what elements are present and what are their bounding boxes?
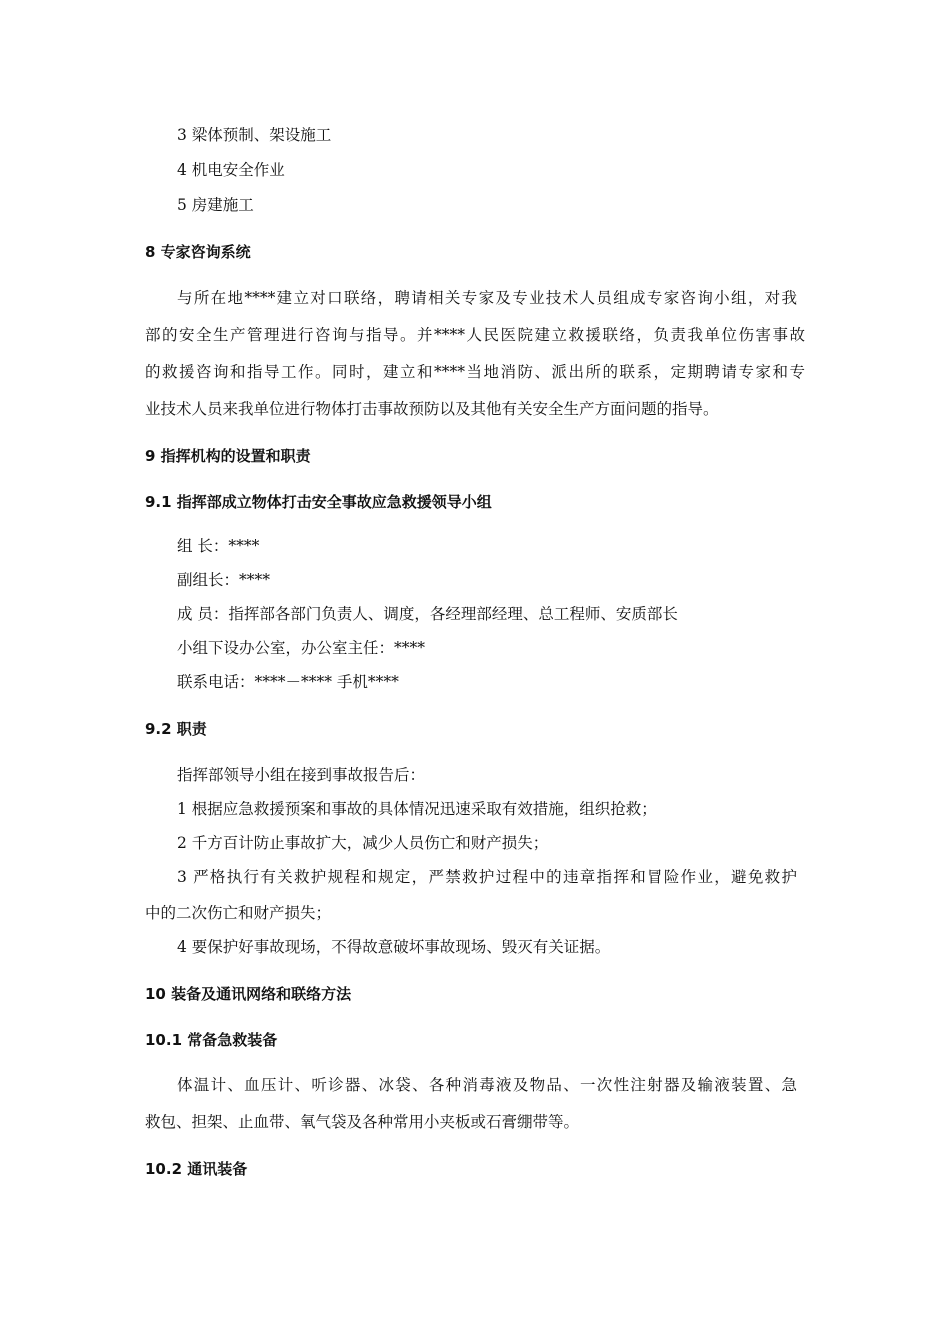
office-director-line: 小组下设办公室，办公室主任：**** <box>177 639 426 657</box>
section-8-paragraph-line: 与所在地****建立对口联络，聘请相关专家及专业技术人员组成专家咨询小组，对我 <box>177 289 797 307</box>
duty-item-3-continuation: 中的二次伤亡和财产损失； <box>145 904 332 922</box>
section-9-heading: 9 指挥机构的设置和职责 <box>145 447 311 465</box>
section-10-heading: 10 装备及通讯网络和联络方法 <box>145 985 352 1003</box>
contact-phone-line: 联系电话：****－**** 手机**** <box>177 673 399 691</box>
section-9-2-heading: 9.2 职责 <box>145 720 207 738</box>
equipment-list-line: 体温计、血压计、听诊器、冰袋、各种消毒液及物品、一次性注射器及输液装置、急 <box>177 1076 797 1094</box>
section-10-1-heading: 10.1 常备急救装备 <box>145 1031 278 1049</box>
duty-item-3: 3 严格执行有关救护规程和规定，严禁救护过程中的违章指挥和冒险作业，避免救护 <box>177 868 797 886</box>
section-9-1-heading: 9.1 指挥部成立物体打击安全事故应急救援领导小组 <box>145 493 492 511</box>
list-item-beam-construction: 3 梁体预制、架设施工 <box>177 126 332 144</box>
section-8-paragraph-line: 的救援咨询和指导工作。同时，建立和****当地消防、派出所的联系，定期聘请专家和专 <box>145 363 805 381</box>
deputy-leader-line: 副组长：**** <box>177 571 271 589</box>
section-10-2-heading: 10.2 通讯装备 <box>145 1160 248 1178</box>
list-item-electromechanical-safety: 4 机电安全作业 <box>177 161 285 179</box>
leader-line: 组 长：**** <box>177 537 260 555</box>
members-line: 成 员：指挥部各部门负责人、调度，各经理部经理、总工程师、安质部长 <box>177 605 678 623</box>
equipment-list-line: 救包、担架、止血带、氧气袋及各种常用小夹板或石膏绷带等。 <box>145 1113 580 1131</box>
list-item-building-construction: 5 房建施工 <box>177 196 254 214</box>
duty-item-4: 4 要保护好事故现场，不得故意破坏事故现场、毁灭有关证据。 <box>177 938 611 956</box>
duty-item-1: 1 根据应急救援预案和事故的具体情况迅速采取有效措施，组织抢救； <box>177 800 657 818</box>
section-8-paragraph-line: 业技术人员来我单位进行物体打击事故预防以及其他有关安全生产方面问题的指导。 <box>145 400 719 418</box>
section-8-heading: 8 专家咨询系统 <box>145 243 251 261</box>
duty-item-2: 2 千方百计防止事故扩大，减少人员伤亡和财产损失； <box>177 834 549 852</box>
section-8-paragraph-line: 部的安全生产管理进行咨询与指导。并****人民医院建立救援联络，负责我单位伤害事故 <box>145 326 805 344</box>
duties-intro: 指挥部领导小组在接到事故报告后： <box>177 766 426 784</box>
